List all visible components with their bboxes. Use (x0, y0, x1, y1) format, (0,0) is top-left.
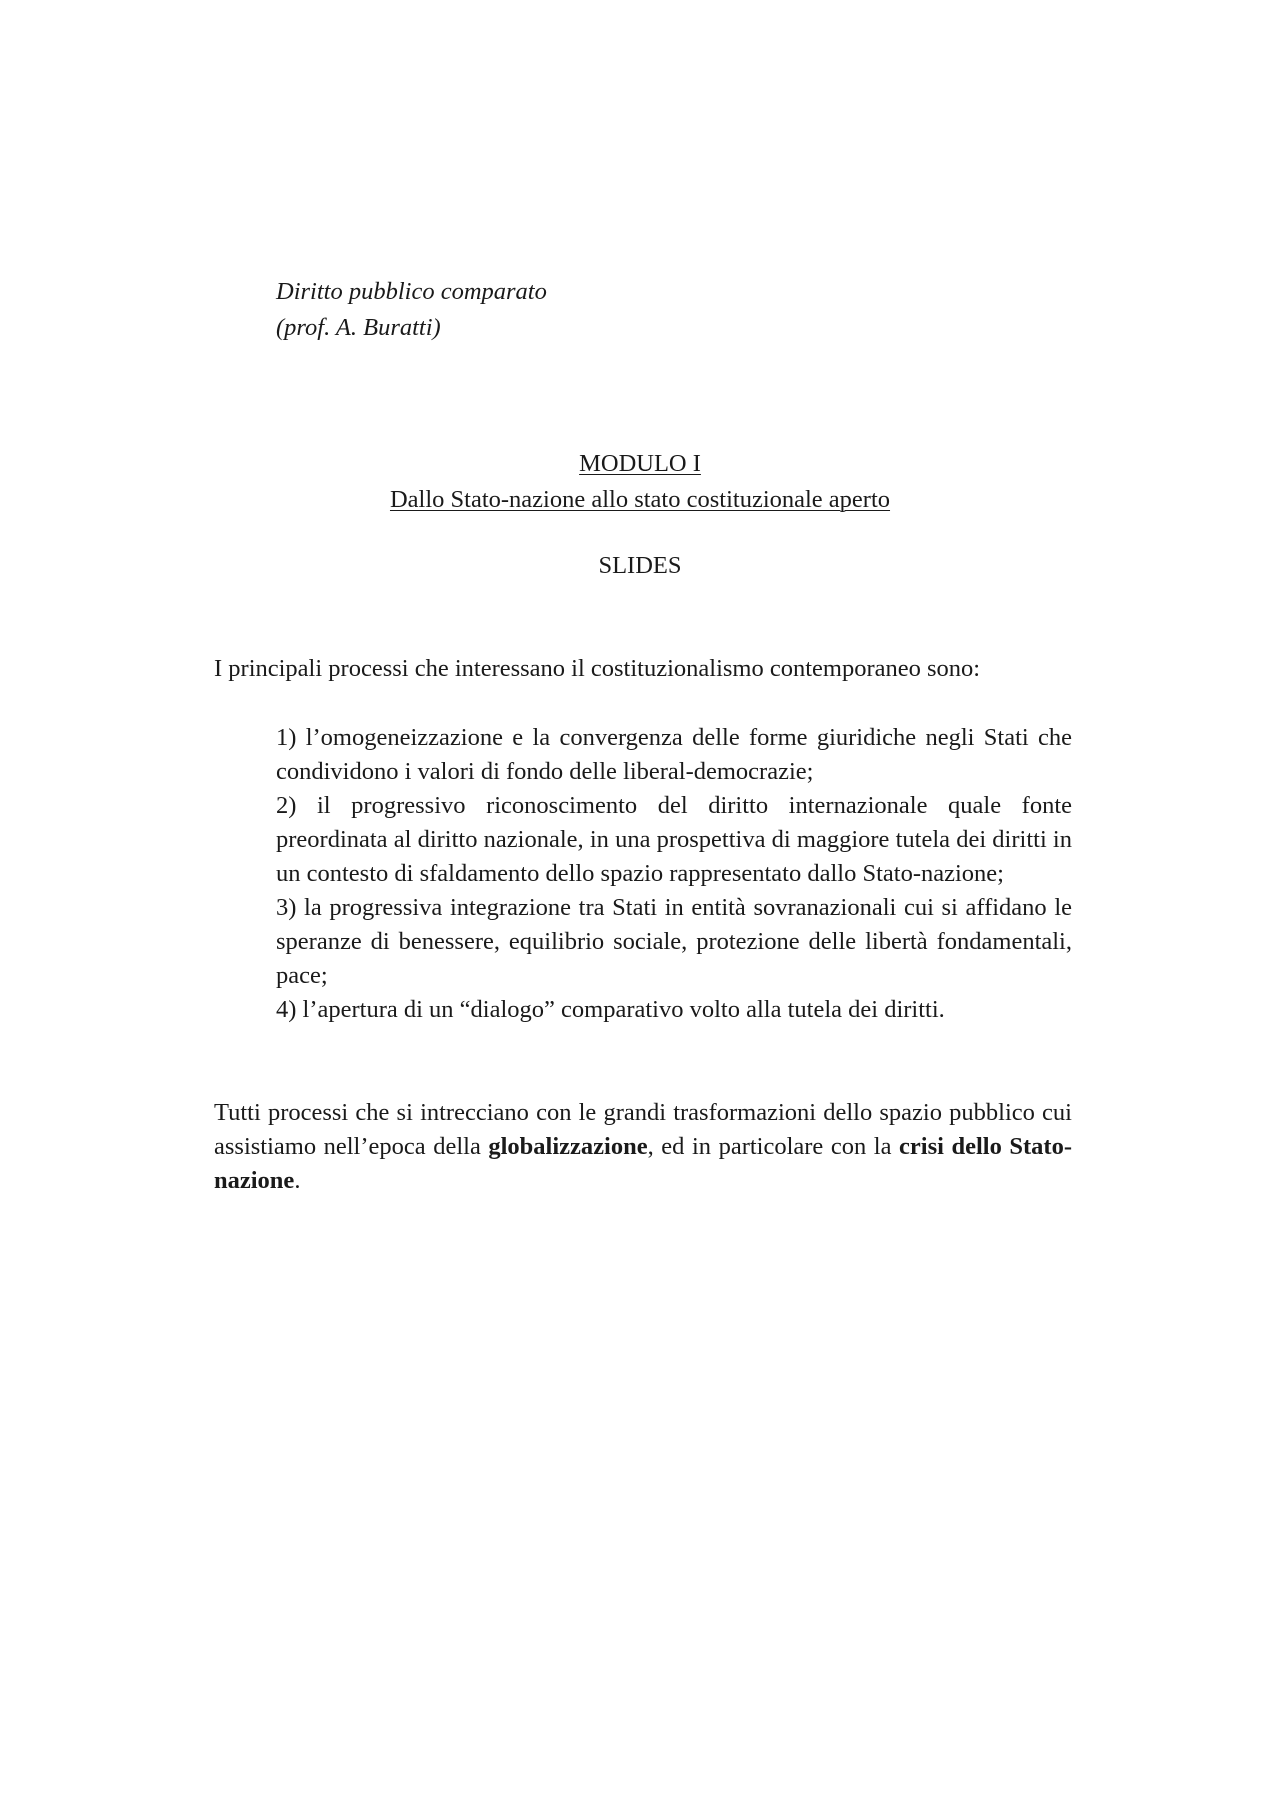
conclusion-text: , ed in particolare con la (647, 1133, 900, 1160)
conclusion-text: Tutti processi che si intrecciano con le grandi trasformazioni dello spazio pubblico cui assistiamo nell’epoca della (214, 1099, 1072, 1160)
bold-term-crisis: crisi dello Stato-nazione (214, 1133, 1072, 1194)
intro-paragraph: I principali processi che interessano il costituzionalismo contemporaneo sono: (214, 655, 981, 682)
list-item: 4) l’apertura di un “dialogo” comparativo volto alla tutela dei diritti. (276, 996, 945, 1023)
module-heading (0, 446, 1280, 518)
course-header (276, 274, 547, 346)
module-label: MODULO I (579, 450, 701, 477)
list-item: 2) il progressivo riconoscimento del diritto internazionale quale fonte preordinata al diritto nazionale, in una prospettiva di maggiore tutela dei diritti in un contesto di sfaldamento dello spazio rappresentato dallo Stato-nazione; (276, 792, 1072, 887)
list-item: 1) l’omogeneizzazione e la convergenza delle forme giuridiche negli Stati che condividono i valori di fondo delle liberal-democrazie; (276, 724, 1072, 785)
slides-label: SLIDES (598, 552, 682, 579)
list-item: 3) la progressiva integrazione tra Stati in entità sovranazionali cui si affidano le speranze di benessere, equilibrio sociale, protezione delle libertà fondamentali, pace; (276, 894, 1072, 989)
professor-name: (prof. A. Buratti) (276, 314, 441, 341)
conclusion-paragraph (214, 1096, 1072, 1198)
conclusion-text: . (294, 1167, 301, 1194)
process-list (276, 721, 1072, 1027)
bold-term-globalization: globalizzazione (488, 1133, 648, 1160)
module-subtitle: Dallo Stato-nazione allo stato costituzionale aperto (389, 486, 891, 513)
course-title: Diritto pubblico comparato (276, 278, 547, 305)
